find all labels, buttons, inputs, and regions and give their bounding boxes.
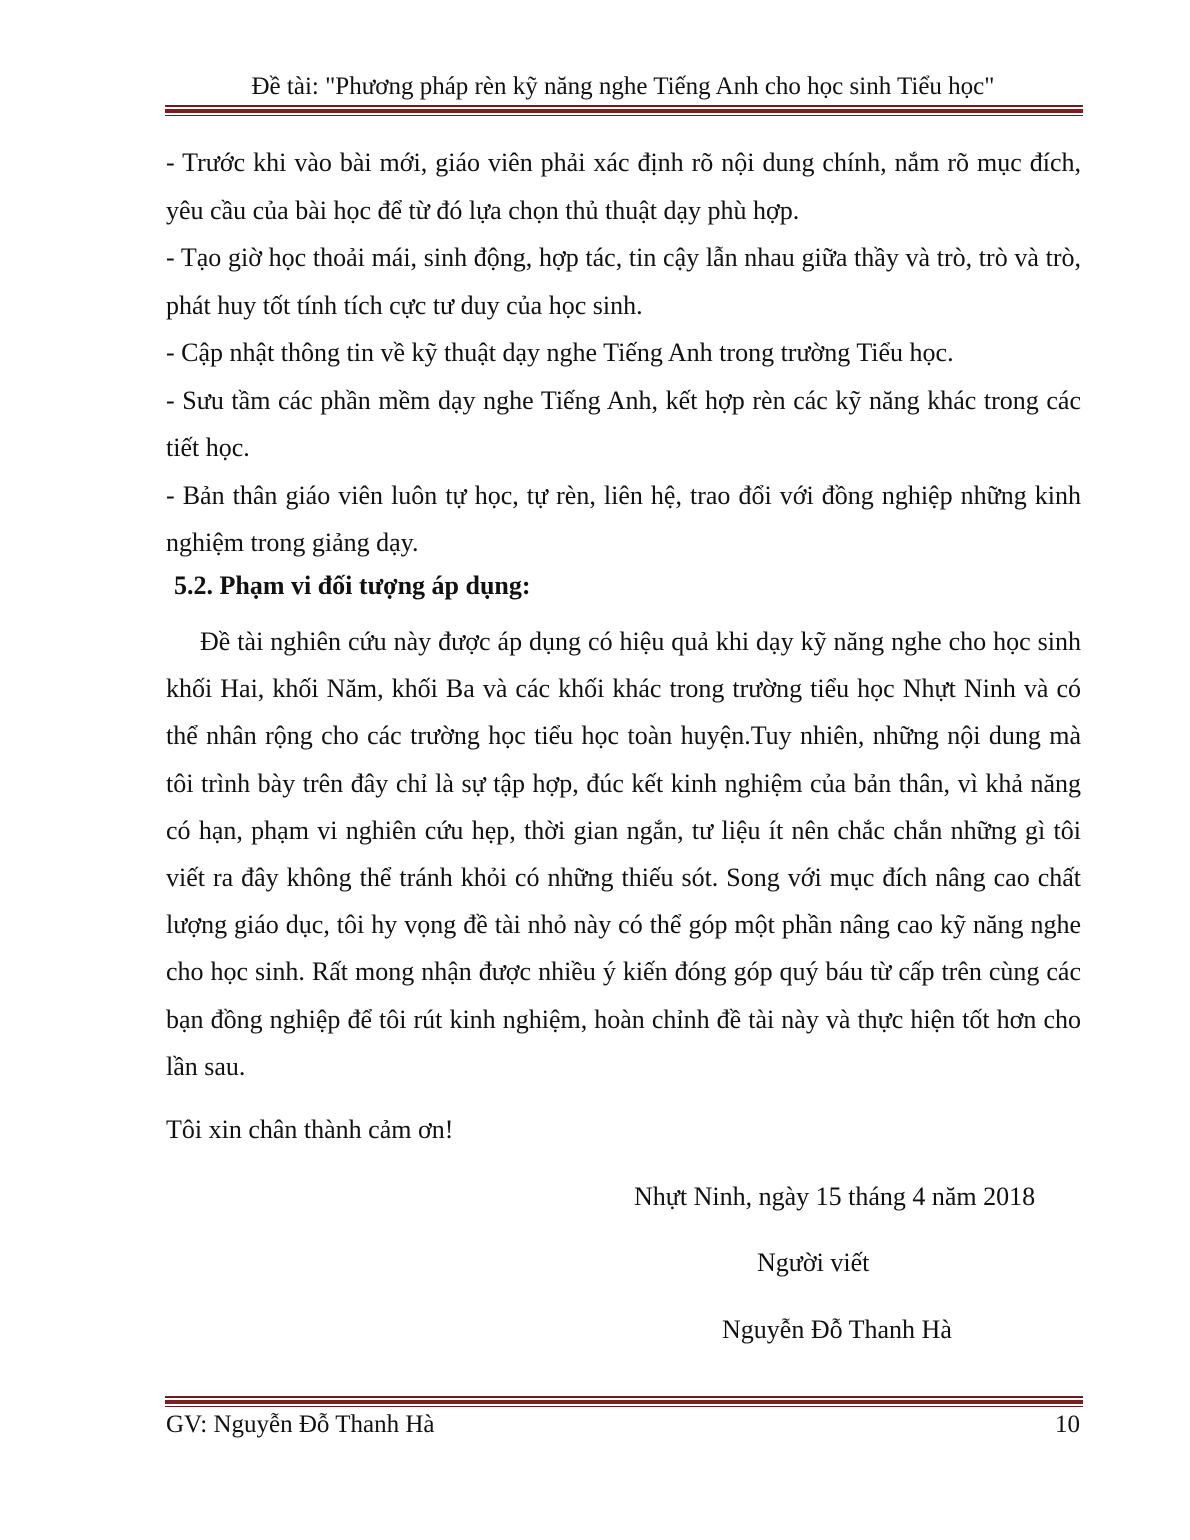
bullet-list [166, 139, 1081, 567]
place-date: Nhựt Ninh, ngày 15 tháng 4 năm 2018 [634, 1182, 1036, 1211]
bullet-item: - Cập nhật thông tin về kỹ thuật dạy nghe Tiếng Anh trong trường Tiểu học. [166, 338, 954, 367]
bullet-item: - Trước khi vào bài mới, giáo viên phải xác định rõ nội dung chính, nắm rõ mục đích, yêu cầu của bài học để từ đó lựa chọn thủ thuật dạy phù hợp. [166, 148, 1081, 225]
scope-paragraph-block [166, 618, 1081, 1090]
section-heading: 5.2. Phạm vi đối tượng áp dụng: [174, 571, 531, 600]
bullet-item: - Bản thân giáo viên luôn tự học, tự rèn, liên hệ, trao đổi với đồng nghiệp những kinh nghiệm trong giảng dạy. [166, 480, 1081, 557]
scope-paragraph: Đề tài nghiên cứu này được áp dụng có hiệu quả khi dạy kỹ năng nghe cho học sinh khối Hai, khối Năm, khối Ba và các khối khác trong trường tiểu học Nhựt Ninh và có thể nhân rộng cho các trường học tiểu học toàn huyện.Tuy nhiên, những nội dung mà tôi trình bày trên đây chỉ là sự tập hợp, đúc kết kinh nghiệm của bản thân, vì khả năng có hạn, phạm vi nghiên cứu hẹp, thời gian ngắn, tư liệu ít nên chắc chắn những gì tôi viết ra đây không thể tránh khỏi có những thiếu sót. Song với mục đích nâng cao chất lượng giáo dục, tôi hy vọng đề tài nhỏ này có thể góp một phần nâng cao kỹ năng nghe cho học sinh. Rất mong nhận được nhiều ý kiến đóng góp quý báu từ cấp trên cùng các bạn đồng nghiệp để tôi rút kinh nghiệm, hoàn chỉnh đề tài này và thực hiện tốt hơn cho lần sau. [166, 627, 1081, 1081]
bullet-item: - Tạo giờ học thoải mái, sinh động, hợp tác, tin cậy lẫn nhau giữa thầy và trò, trò và trò, phát huy tốt tính tích cực tư duy của học sinh. [166, 243, 1081, 320]
page-number: 10 [1055, 1411, 1080, 1438]
header-rule [165, 105, 1083, 116]
thanks-line: Tôi xin chân thành cảm ơn! [166, 1115, 454, 1144]
writer-name: Nguyễn Đỗ Thanh Hà [722, 1315, 952, 1344]
writer-label: Người viết [757, 1248, 870, 1277]
bullet-item: - Sưu tầm các phần mềm dạy nghe Tiếng Anh, kết hợp rèn các kỹ năng khác trong các tiết học. [166, 385, 1081, 462]
header-title: Đề tài: "Phương pháp rèn kỹ năng nghe Tiếng Anh cho học sinh Tiểu học" [251, 73, 995, 100]
footer-author: GV: Nguyễn Đỗ Thanh Hà [166, 1411, 435, 1438]
